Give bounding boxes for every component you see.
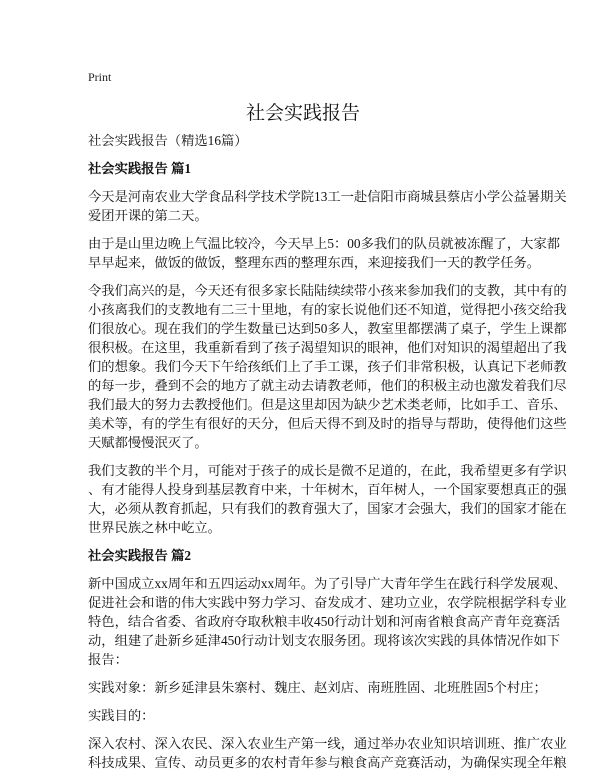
text-line: 深入农村、深入农民、深入农业生产第一线，通过举办农业知识培训班、推广农业 bbox=[88, 736, 567, 751]
text-line: 社会实践报告 篇2 bbox=[88, 548, 192, 563]
text-line: 、有才能得人投身到基层教育中来，十年树木，百年树人，一个国家要想真正的强 bbox=[88, 482, 567, 497]
text-line: 科技成果、宣传、动员更多的农村青年参与粮食高产竞赛活动，为确保实现全年粮 bbox=[88, 755, 567, 770]
text-line: 社会实践报告（精选16篇） bbox=[88, 133, 248, 148]
paragraph bbox=[88, 234, 561, 272]
text-line: 实践目的： bbox=[88, 708, 155, 723]
text-line: 很积极。在这里，我重新看到了孩子渴望知识的眼神，他们对知识的渴望超出了我 bbox=[88, 340, 567, 355]
paragraph bbox=[88, 461, 567, 537]
text-line: 大，必须从教育抓起，只有我们的教育强大了，国家才会强大，我们的国家才能在 bbox=[88, 501, 567, 516]
text-line: 天赋都慢慢泯灭了。 bbox=[88, 435, 208, 450]
text-line: 世界民族之林中屹立。 bbox=[88, 520, 221, 535]
text-line: 今天是河南农业大学食品科学技术学院13工一赴信阳市商城县蔡店小学公益暑期关 bbox=[88, 189, 567, 204]
text-line: 小孩离我们的支教地有二三十里地，有的家长说他们还不知道，觉得把小孩交给我 bbox=[88, 302, 567, 317]
text-line: 由于是山里边晚上气温比较冷，今天早上5：00多我们的队员就被冻醒了，大家都 bbox=[88, 236, 561, 251]
text-line: 特色，结合省委、省政府夺取秋粮丰收450行动计划和河南省粮食高产青年竞赛活 bbox=[88, 614, 561, 629]
text-line: 们的想象。我们今天下午给孩纸们上了手工课，孩子们非常积极，认真记下老师教 bbox=[88, 359, 567, 374]
section-heading bbox=[88, 546, 518, 565]
text-line: 实践对象：新乡延津县朱寨村、魏庄、赵刘店、南班胜固、北班胜固5个村庄； bbox=[88, 680, 547, 695]
section-heading bbox=[88, 159, 518, 178]
paragraph bbox=[88, 734, 567, 772]
text-line: 爱团开课的第二天。 bbox=[88, 208, 208, 223]
text-line: 报告： bbox=[88, 652, 128, 667]
paragraph bbox=[88, 574, 567, 669]
text-line: 我们支教的半个月，可能对于孩子的成长是微不足道的，在此，我希望更多有学识 bbox=[88, 463, 567, 478]
text-line: 令我们高兴的是，今天还有很多家长陆陆续续带小孩来参加我们的支教，其中有的 bbox=[88, 283, 567, 298]
text-line: 们很放心。现在我们的学生数量已达到50多人，教室里都摆满了桌子，学生上课都 bbox=[88, 321, 567, 336]
paragraph bbox=[88, 187, 567, 225]
paragraph bbox=[88, 678, 547, 697]
paragraph bbox=[88, 281, 567, 452]
paragraph bbox=[88, 131, 518, 150]
text-line: 我们最大的努力去教授他们。但是这里却因为缺少艺术类老师，比如手工、音乐、 bbox=[88, 397, 567, 412]
text-line: 社会实践报告 篇1 bbox=[88, 161, 192, 176]
document-body bbox=[88, 131, 567, 781]
document-title: 社会实践报告 bbox=[245, 103, 360, 124]
paragraph bbox=[88, 706, 518, 725]
text-line: 早早起来，做饭的做饭，整理东西的整理东西，来迎接我们一天的教学任务。 bbox=[88, 255, 541, 270]
text-line: 新中国成立xx周年和五四运动xx周年。为了引导广大青年学生在践行科学发展观、 bbox=[88, 576, 567, 591]
text-line: 美术等，有的学生有很好的天分，但后天得不到及时的指导与帮助，使得他们这些 bbox=[88, 416, 567, 431]
text-line: 促进社会和谐的伟大实践中努力学习、奋发成才、建功立业，农学院根据学科专业 bbox=[88, 595, 567, 610]
text-line: 动，组建了赴新乡延津450行动计划支农服务团。现将该次实践的具体情况作如下 bbox=[88, 633, 561, 648]
print-label: Print bbox=[88, 70, 112, 84]
text-line: 的每一步，叠到不会的地方了就主动去请教老师，他们的积极主动也激发着我们尽 bbox=[88, 378, 567, 393]
